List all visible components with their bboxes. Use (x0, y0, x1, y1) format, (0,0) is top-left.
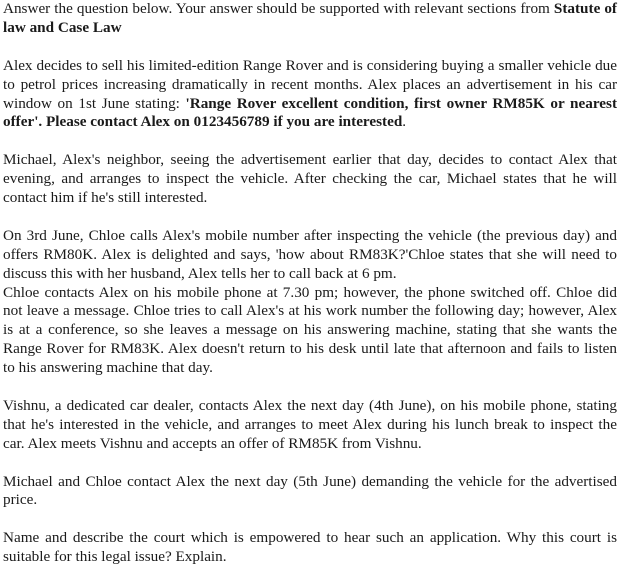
scenario-text-1: Alex decides to sell his limited-edition Range Rover and is considering buying a smaller vehicle due to petrol prices increasing dramatically in recent months. Alex places an advertisement in his car window on 1st June stating: (3, 56, 617, 112)
advertisement-text: 'Range Rover excellent condition, first owner RM85K or nearest offer'. Please contact Alex on 0123456789 if you are interested (3, 94, 617, 131)
scenario-paragraph-2: Michael, Alex's neighbor, seeing the advertisement earlier that day, decides to contact Alex that evening, and arranges to inspect the vehicle. After checking the car, Michael states that he will contact him if he's still interested. (3, 151, 617, 207)
paragraph-spacer (3, 378, 617, 397)
paragraph-spacer (3, 132, 617, 151)
scenario-paragraph-5: Vishnu, a dedicated car dealer, contacts Alex the next day (4th June), on his mobile phone, stating that he's interested in the vehicle, and arranges to meet Alex during his lunch break to inspect the car. Alex meets Vishnu and accepts an offer of RM85K from Vishnu. (3, 396, 617, 452)
instruction-text: Answer the question below. Your answer should be supported with relevant sections from (3, 0, 554, 17)
paragraph-spacer (3, 454, 617, 473)
instruction-bold-text: Statute of law and Case Law (3, 0, 617, 36)
scenario-paragraph-1 (3, 57, 617, 133)
question-paragraph: Name and describe the court which is empowered to hear such an application. Why this court is suitable for this legal issue? Explain. (3, 529, 617, 566)
scenario-paragraph-4: Chloe contacts Alex on his mobile phone at 7.30 pm; however, the phone switched off. Chloe did not leave a message. Chloe tries to call Alex's at his work number the following day; however, Alex is at a conference, so she leaves a message on his answering machine, stating that she wants the Range Rover for RM83K. Alex doesn't return to his desk until late that afternoon and fails to listen to his answering machine that day. (3, 283, 617, 377)
scenario-paragraph-3: On 3rd June, Chloe calls Alex's mobile number after inspecting the vehicle (the previous day) and offers RM80K. Alex is delighted and says, 'how about RM83K?'Chloe states that she will need to discuss this with her husband, Alex tells her to call back at 6 pm. (3, 226, 617, 282)
scenario-paragraph-6: Michael and Chloe contact Alex the next day (5th June) demanding the vehicle for the advertised price. (3, 472, 617, 509)
instruction-paragraph (3, 0, 617, 38)
paragraph-spacer (3, 38, 617, 57)
paragraph-spacer (3, 510, 617, 529)
period: . (402, 113, 407, 131)
document-body (3, 0, 617, 567)
paragraph-spacer (3, 208, 617, 227)
